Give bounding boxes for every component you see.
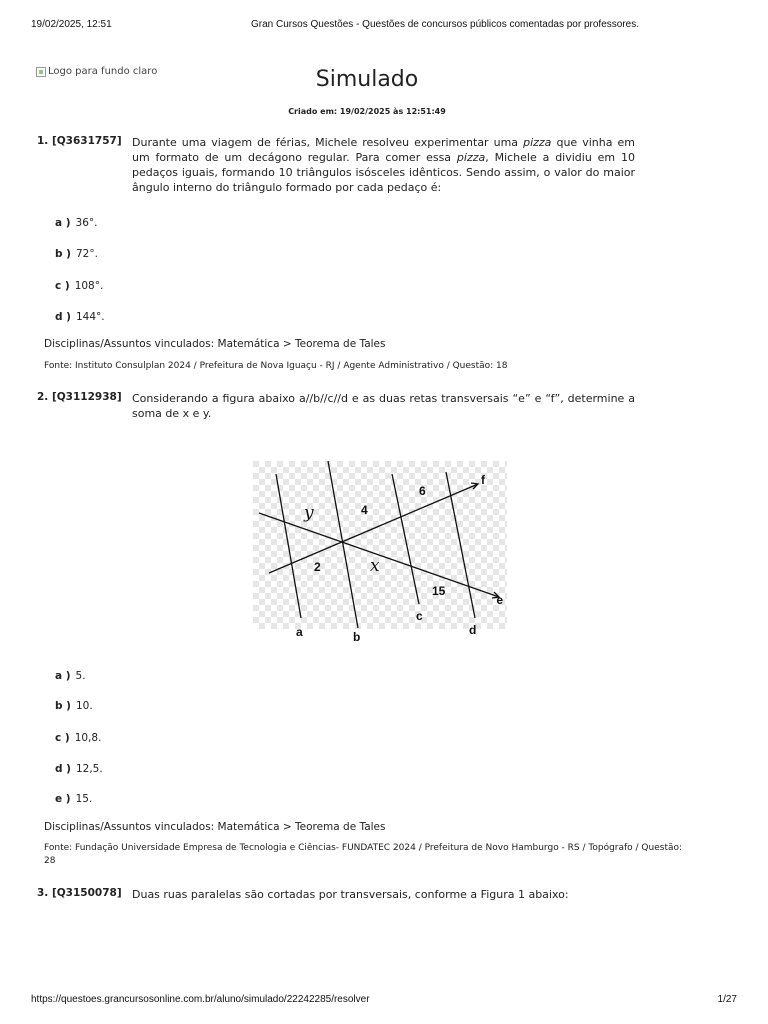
page-title: Simulado <box>315 67 419 92</box>
option-letter: a ) <box>55 217 71 229</box>
option-e[interactable] <box>55 793 92 805</box>
question-text-part: Durante uma viagem de férias, Michele resolveu experimentar uma <box>132 136 524 149</box>
option-text: 10. <box>75 700 93 712</box>
print-datetime: 19/02/2025, 12:51 <box>31 19 112 30</box>
option-text: 5. <box>75 670 86 682</box>
option-a[interactable] <box>55 217 98 229</box>
label-4: 4 <box>361 503 368 517</box>
question-number: 2. [Q3112938] <box>37 391 122 403</box>
label-e: e <box>496 593 503 607</box>
figure-background <box>253 461 507 629</box>
question-text-part: que vinha em um formato de um decágono regular. Para comer essa <box>132 136 635 164</box>
question-text-italic: pizza <box>523 136 552 149</box>
option-text: 12,5. <box>75 763 103 775</box>
label-c: c <box>416 609 423 623</box>
question-text-part: , Michele a dividiu em 10 pedaços iguais, formando 10 triângulos isósceles idênticos. Sendo assim, o valor do maior ângulo interno do triângulo formado por cada pedaço é: <box>132 151 635 194</box>
option-text: 108°. <box>74 280 104 292</box>
option-text: 15. <box>75 793 93 805</box>
option-c[interactable] <box>55 280 103 292</box>
option-b[interactable] <box>55 248 98 260</box>
option-text: 36°. <box>75 217 98 229</box>
question-text: Considerando a figura abaixo a//b//c//d e as duas retas transversais “e” e “f”, determine a soma de x e y. <box>132 392 635 420</box>
option-c[interactable] <box>55 732 101 744</box>
disciplines: Disciplinas/Assuntos vinculados: Matemática > Teorema de Tales <box>44 821 386 833</box>
label-x: x <box>370 556 380 576</box>
option-a[interactable] <box>55 670 86 682</box>
label-6: 6 <box>419 484 426 498</box>
label-f: f <box>481 473 485 487</box>
logo-alt-text: Logo para fundo claro <box>48 66 158 77</box>
source: Fonte: Instituto Consulplan 2024 / Prefeitura de Nova Iguaçu - RJ / Agente Administrativo / Questão: 18 <box>44 361 508 371</box>
option-b[interactable] <box>55 700 93 712</box>
transversal-lines-figure <box>253 461 507 643</box>
option-letter: a ) <box>55 670 71 682</box>
option-letter: c ) <box>55 732 70 744</box>
print-header <box>0 0 768 30</box>
print-page-number: 1/27 <box>717 994 737 1005</box>
label-2: 2 <box>314 560 321 574</box>
option-letter: d ) <box>55 763 71 775</box>
question-number: 3. [Q3150078] <box>37 887 122 899</box>
question-text: Duas ruas paralelas são cortadas por transversais, conforme a Figura 1 abaixo: <box>132 888 569 901</box>
option-letter: c ) <box>55 280 70 292</box>
question-text <box>132 135 635 195</box>
created-date: Criado em: 19/02/2025 às 12:51:49 <box>288 107 446 116</box>
print-url: https://questoes.grancursosonline.com.br/aluno/simulado/22242285/resolver <box>31 994 370 1005</box>
option-letter: e ) <box>55 793 71 805</box>
question-number: 1. [Q3631757] <box>37 135 122 147</box>
option-text: 144°. <box>75 311 105 323</box>
label-b: b <box>353 630 361 643</box>
option-text: 10,8. <box>74 732 102 744</box>
print-footer <box>0 994 768 1024</box>
option-d[interactable] <box>55 763 103 775</box>
label-a: a <box>296 625 303 639</box>
disciplines: Disciplinas/Assuntos vinculados: Matemática > Teorema de Tales <box>44 338 386 350</box>
option-letter: b ) <box>55 700 71 712</box>
print-page-title: Gran Cursos Questões - Questões de concursos públicos comentadas por professores. <box>251 19 639 30</box>
question-text-italic: pizza <box>456 151 486 164</box>
option-letter: b ) <box>55 248 71 260</box>
source: Fonte: Fundação Universidade Empresa de Tecnologia e Ciências- FUNDATEC 2024 / Prefeitura de Novo Hamburgo - RS / Topógrafo / Questão: 28 <box>44 843 683 866</box>
label-d: d <box>469 623 477 637</box>
option-d[interactable] <box>55 311 105 323</box>
option-text: 72°. <box>75 248 98 260</box>
label-y: y <box>304 503 314 523</box>
option-letter: d ) <box>55 311 71 323</box>
label-15: 15 <box>432 584 446 598</box>
